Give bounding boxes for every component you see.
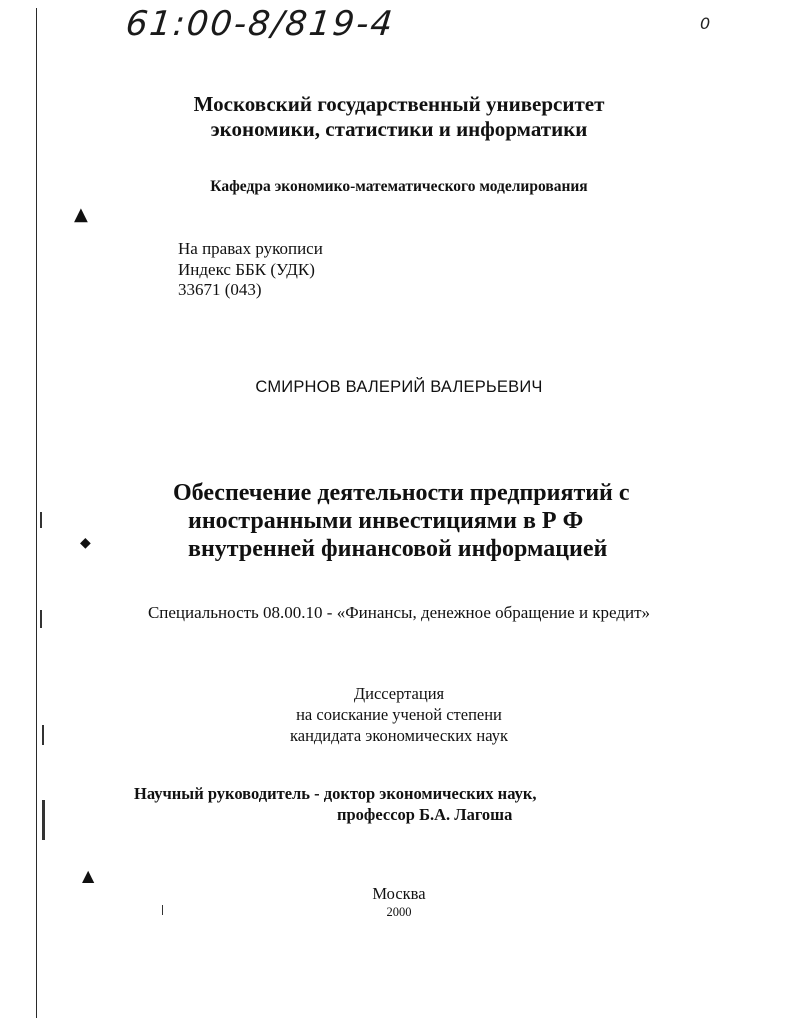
university-name-line2: экономики, статистики и информатики — [210, 117, 588, 141]
title-line1: Обеспечение деятельности предприятий с — [173, 480, 630, 506]
title-line2: иностранными инвестициями в Р Ф — [188, 508, 584, 534]
dissertation-line3: кандидата экономических наук — [289, 726, 508, 745]
department-name: Кафедра экономико-математического моделирования — [210, 178, 588, 195]
manuscript-block — [178, 239, 323, 301]
dissertation-line1: Диссертация — [353, 684, 445, 703]
binding-mark-icon: ◆ — [80, 535, 91, 551]
manuscript-rights: На правах рукописи — [178, 239, 323, 258]
title-line3: внутренней финансовой информацией — [188, 536, 608, 562]
supervisor-line2: профессор Б.А. Лагоша — [337, 805, 513, 824]
specialty: Специальность 08.00.10 - «Финансы, денежное обращение и кредит» — [147, 603, 651, 622]
index-label: Индекс ББК (УДК) — [178, 259, 315, 279]
index-value: 33671 (043) — [178, 280, 262, 299]
binding-mark-icon: ▲ — [74, 204, 88, 225]
city: Москва — [372, 884, 426, 903]
year: 2000 — [386, 905, 412, 919]
supervisor-line1: Научный руководитель - доктор экономических наук, — [134, 784, 537, 803]
dissertation-line2: на соискание ученой степени — [296, 705, 502, 724]
binding-mark-icon: ▲ — [82, 866, 95, 885]
scan-speck — [40, 512, 42, 528]
scan-border-line — [36, 8, 37, 1018]
author-name: СМИРНОВ ВАЛЕРИЙ ВАЛЕРЬЕВИЧ — [255, 378, 543, 396]
scan-speck — [42, 800, 45, 840]
university-name-line1: Московский государственный университет — [193, 92, 605, 116]
corner-mark: 0 — [700, 14, 711, 33]
archive-code: 61:00-8/819-4 — [123, 4, 397, 44]
